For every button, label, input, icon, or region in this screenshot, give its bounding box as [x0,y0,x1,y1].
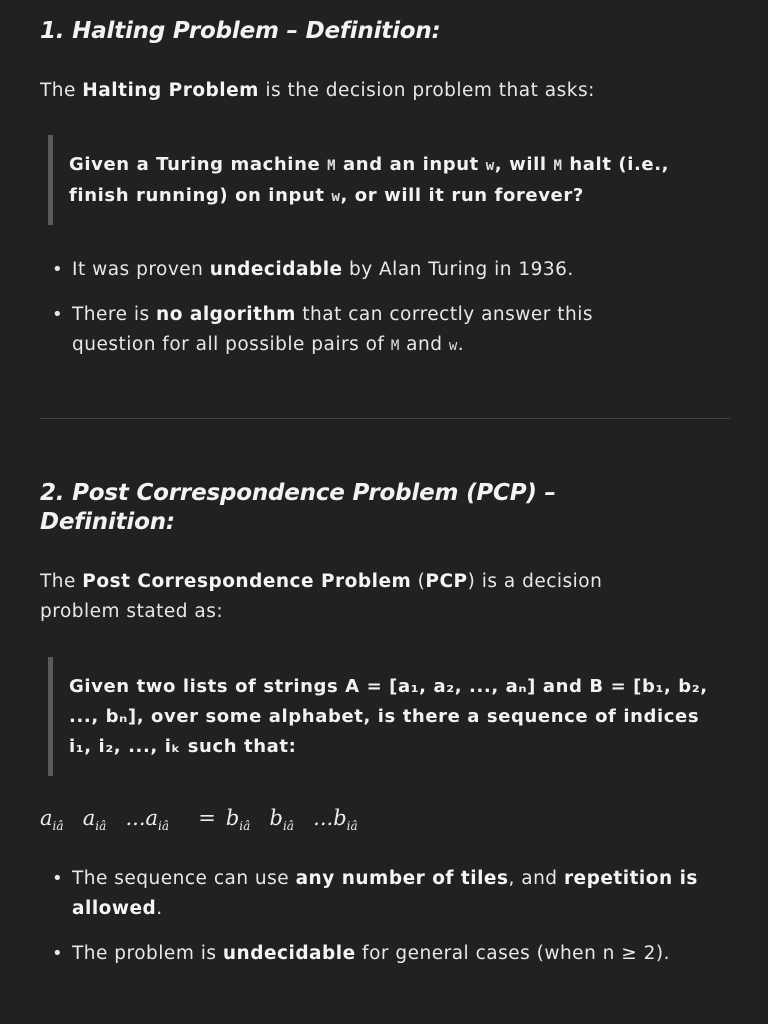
section1-heading: 1. Halting Problem – Definition: [40,18,441,44]
section1-bullets [40,255,680,361]
bullet-icon: • [52,304,64,325]
section-divider [40,418,730,419]
list-item: • The sequence can use any number of tiles, and repetition is allowed. [40,864,720,924]
pcp-equation: $a_{iâ}a_{iâ}...a_{iâ} = b_{iâ}b_{iâ}...b_{iâ}$ [40,806,377,834]
section2-intro: The Post Correspondence Problem (PCP) is a decision problem stated as: [40,571,603,622]
section1-intro: The Halting Problem is the decision problem that asks: [40,80,595,101]
list-item: • It was proven undecidable by Alan Turing in 1936. [40,255,680,285]
halting-quote: Given a Turing machine M and an input w, will M halt (i.e., finish running) on input w, or will it run forever? [48,135,709,225]
pcp-quote: Given two lists of strings A = [a₁, a₂, ..., aₙ] and B = [b₁, b₂, ..., bₙ], over some alphabet, is there a sequence of indices i₁, i₂, ..., iₖ such that: [48,657,709,776]
bullet-icon: • [52,868,64,889]
list-item: • The problem is undecidable for general cases (when n ≥ 2). [40,939,720,969]
bullet-icon: • [52,943,64,964]
section2-heading: 2. Post Correspondence Problem (PCP) – Definition: [40,480,556,535]
section2-bullets [40,864,720,969]
list-item: • There is no algorithm that can correctly answer this question for all possible pairs of M and w. [40,300,680,361]
bullet-icon: • [52,259,64,280]
